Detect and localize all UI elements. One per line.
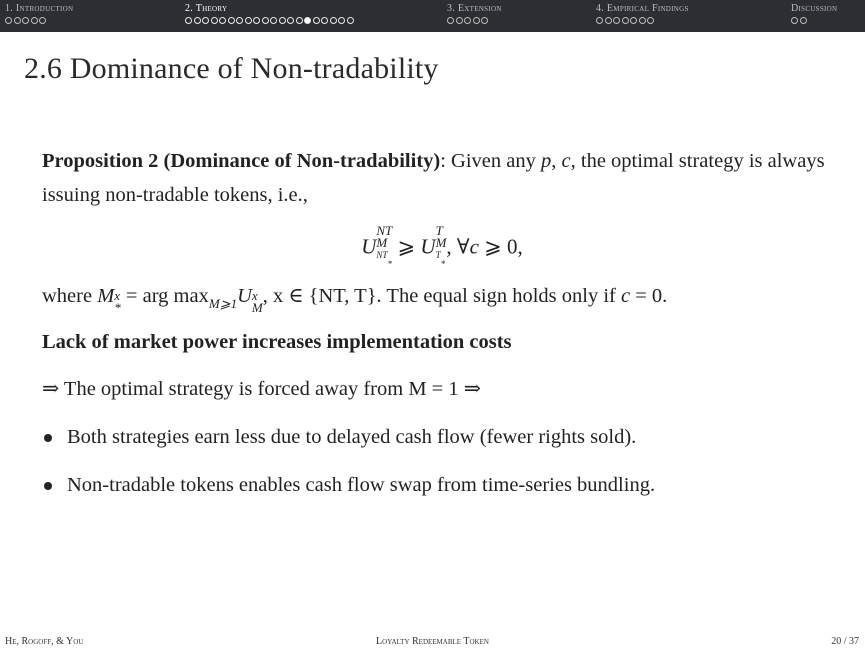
nav-progress-dots [5, 16, 73, 26]
proposition-paragraph [42, 144, 842, 212]
slide-dot-icon[interactable] [296, 17, 303, 24]
math-var-c: c [561, 150, 571, 172]
bullet-list [42, 420, 842, 502]
implication-line: ⇒ The optimal strategy is forced away from M = 1 ⇒ [42, 377, 481, 400]
slide-dot-icon[interactable] [185, 17, 192, 24]
slide-dot-icon[interactable] [262, 17, 269, 24]
bullet-icon [44, 482, 52, 490]
slide-dot-icon[interactable] [791, 17, 798, 24]
proposition-text-cont: , the optimal strategy is always issuing non-tradable tokens, i.e., [42, 150, 825, 206]
math-sup-t: T [435, 223, 443, 238]
math-sub-star: * [387, 258, 392, 269]
math-geq-zero: ⩾ 0, [478, 234, 523, 259]
nav-section-discussion[interactable] [791, 3, 837, 26]
slide-body [42, 144, 842, 516]
slide-dot-icon[interactable] [630, 17, 637, 24]
nav-section-title: 3. Extension [447, 3, 502, 14]
math-sub-m: M [251, 299, 263, 315]
slide-dot-icon[interactable] [481, 17, 488, 24]
math-u: U [361, 234, 377, 259]
proposition-text: : Given any [440, 150, 542, 172]
list-item-text: Non-tradable tokens enables cash flow swap from time-series bundling. [67, 473, 656, 496]
nav-section-introduction[interactable] [5, 3, 73, 26]
slide-dot-icon[interactable] [22, 17, 29, 24]
math-sub-m-t [436, 237, 447, 270]
math-supsub-nt [376, 225, 392, 270]
nav-section-title: Discussion [791, 3, 838, 14]
slide-dot-icon[interactable] [647, 17, 654, 24]
slide-dot-icon[interactable] [270, 17, 277, 24]
slide-dot-icon[interactable] [338, 17, 345, 24]
math-forall: , ∀ [446, 234, 470, 259]
slide-dot-icon[interactable] [202, 17, 209, 24]
slide-dot-icon[interactable] [330, 17, 337, 24]
slide-dot-icon[interactable] [236, 17, 243, 24]
footer-title: Loyalty Redeemable Token [376, 636, 489, 647]
math-var-c: c [621, 284, 631, 307]
slide-dot-icon[interactable] [596, 17, 603, 24]
math-var-c: c [469, 234, 479, 259]
math-sup-nt: NT [376, 223, 393, 238]
slide-footer [0, 634, 865, 651]
slide-dot-icon[interactable] [456, 17, 463, 24]
slide-dot-icon[interactable] [279, 17, 286, 24]
nav-section-title: 1. Introduction [5, 3, 74, 14]
slide-dot-icon[interactable] [219, 17, 226, 24]
math-geq: ⩾ [392, 234, 421, 259]
navigation-bar [0, 0, 865, 32]
slide-dot-icon[interactable] [194, 17, 201, 24]
slide-dot-icon[interactable] [464, 17, 471, 24]
math-supsub-xm [251, 287, 263, 315]
footer-authors: He, Rogoff, & You [5, 636, 84, 647]
slide-dot-icon[interactable] [245, 17, 252, 24]
nav-section-title: 2. Theory [185, 3, 228, 14]
math-sub-star: * [114, 299, 121, 315]
where-end: = 0. [630, 284, 668, 307]
slide-dot-icon[interactable] [321, 17, 328, 24]
math-sub-m-nt [376, 237, 392, 270]
slide-dot-icon[interactable] [622, 17, 629, 24]
page-number: 20 / 37 [831, 636, 859, 647]
slide-dot-icon[interactable] [313, 17, 320, 24]
math-sup-x: x [251, 287, 258, 303]
slide-dot-icon[interactable] [5, 17, 12, 24]
math-sub-m: M [376, 235, 388, 250]
slide-dot-icon[interactable] [211, 17, 218, 24]
nav-progress-dots [447, 16, 502, 26]
slide-dot-icon[interactable] [447, 17, 454, 24]
math-sub-star: * [440, 258, 446, 269]
where-set: , x ∈ {NT, T}. The equal sign holds only if [262, 284, 622, 307]
slide-dot-icon[interactable] [253, 17, 260, 24]
nav-section-extension[interactable] [447, 3, 502, 26]
where-line [42, 279, 842, 321]
math-m: M [97, 284, 115, 307]
comma-separator: , [551, 150, 562, 172]
slide-dot-icon[interactable] [287, 17, 294, 24]
bullet-icon [44, 434, 52, 442]
math-supsub-t [436, 225, 447, 270]
nav-section-theory[interactable] [185, 3, 355, 26]
slide-dot-icon[interactable] [473, 17, 480, 24]
math-sub-m: M [435, 235, 447, 250]
proposition-label: Proposition 2 (Dominance of Non-tradability) [42, 150, 441, 172]
math-var-p: p [541, 150, 552, 172]
where-prefix: where [42, 284, 98, 307]
math-sub-sup-nt: NT [376, 250, 388, 260]
nav-section-title: 4. Empirical Findings [596, 3, 689, 14]
slide-dot-icon[interactable] [14, 17, 21, 24]
nav-section-empirical-findings[interactable] [596, 3, 689, 26]
slide-dot-icon[interactable] [228, 17, 235, 24]
slide-dot-icon[interactable] [605, 17, 612, 24]
nav-progress-dots [596, 16, 689, 26]
math-sub-condition: M⩾1 [208, 295, 238, 311]
math-u: U [237, 284, 252, 307]
slide-dot-icon[interactable] [347, 17, 354, 24]
math-sub-sup-t: T [435, 250, 441, 260]
list-item [42, 468, 842, 502]
math-sup-x: x [114, 287, 121, 303]
nav-progress-dots [791, 16, 837, 26]
list-item-text: Both strategies earn less due to delayed cash flow (fewer rights sold). [67, 425, 637, 448]
current-slide-dot-icon[interactable] [304, 17, 311, 24]
slide-dot-icon[interactable] [31, 17, 38, 24]
slide-dot-icon[interactable] [39, 17, 46, 24]
slide-title: 2.6 Dominance of Non-tradability [24, 52, 439, 85]
list-item [42, 420, 842, 454]
proposition-equation [42, 225, 842, 270]
section-heading: Lack of market power increases implementation costs [42, 330, 512, 353]
math-argmax: = arg max [120, 284, 209, 307]
math-u: U [420, 234, 436, 259]
slide-dot-icon[interactable] [639, 17, 646, 24]
nav-progress-dots [185, 16, 355, 26]
slide-dot-icon[interactable] [800, 17, 807, 24]
slide-dot-icon[interactable] [613, 17, 620, 24]
